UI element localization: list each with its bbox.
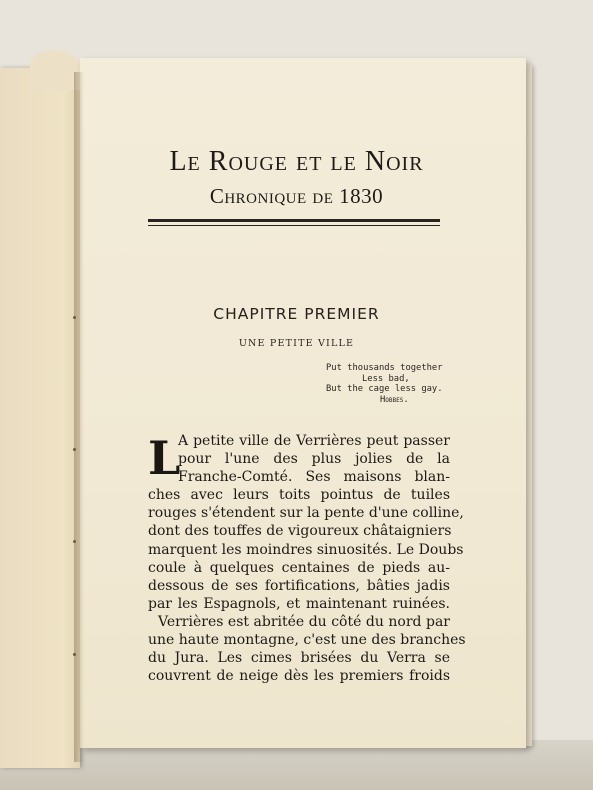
body-text: [148, 432, 466, 685]
binding-stitch: [73, 448, 76, 451]
body-line: du Jura. Les cimes brisées du Verra se: [148, 650, 450, 667]
body-line: A petite ville de Verrières peut passer: [178, 433, 450, 449]
epigraph-line: Less bad,: [362, 373, 410, 384]
body-line: pour l'une des plus jolies de la: [178, 451, 450, 468]
body-line: par les Espagnols, et maintenant ruinées.: [148, 595, 450, 612]
drop-cap: L: [148, 431, 181, 485]
title-rule-thin: [148, 225, 440, 226]
body-line: Franche-Comté. Ses maisons blan-: [178, 469, 450, 486]
body-line: marquent les moindres sinuosités. Le Doubs: [148, 541, 464, 558]
epigraph-line: Put thousands together: [326, 363, 443, 373]
body-line: une haute montagne, c'est une des branches: [148, 632, 466, 649]
epigraph-author: Hobbes.: [380, 394, 409, 405]
book-subtitle: Chronique de 1830: [209, 184, 384, 208]
body-line: coule à quelques centaines de pieds au-: [148, 559, 450, 576]
title-rule-thick: [148, 219, 440, 222]
epigraph: [326, 363, 456, 405]
body-line: ches avec leurs toits pointus de tuiles: [148, 487, 450, 504]
body-line: rouges s'étendent sur la pente d'une colline,: [148, 505, 464, 522]
body-line: Verrières est abritée du côté du nord par: [158, 613, 450, 630]
epigraph-line: But the cage less gay.: [326, 384, 443, 394]
chapter-subtitle: UNE PETITE VILLE: [238, 338, 355, 349]
body-line: couvrent de neige dès les premiers froids: [148, 668, 450, 685]
chapter-heading: CHAPITRE PREMIER: [213, 305, 380, 323]
body-line: dessous de ses fortifications, bâties jadis: [148, 577, 450, 594]
binding-stitch: [73, 653, 76, 656]
binding-stitch: [73, 540, 76, 543]
book-title: Le Rouge et le Noir: [169, 146, 424, 177]
body-line: dont des touffes de vigoureux châtaigniers: [148, 523, 452, 540]
